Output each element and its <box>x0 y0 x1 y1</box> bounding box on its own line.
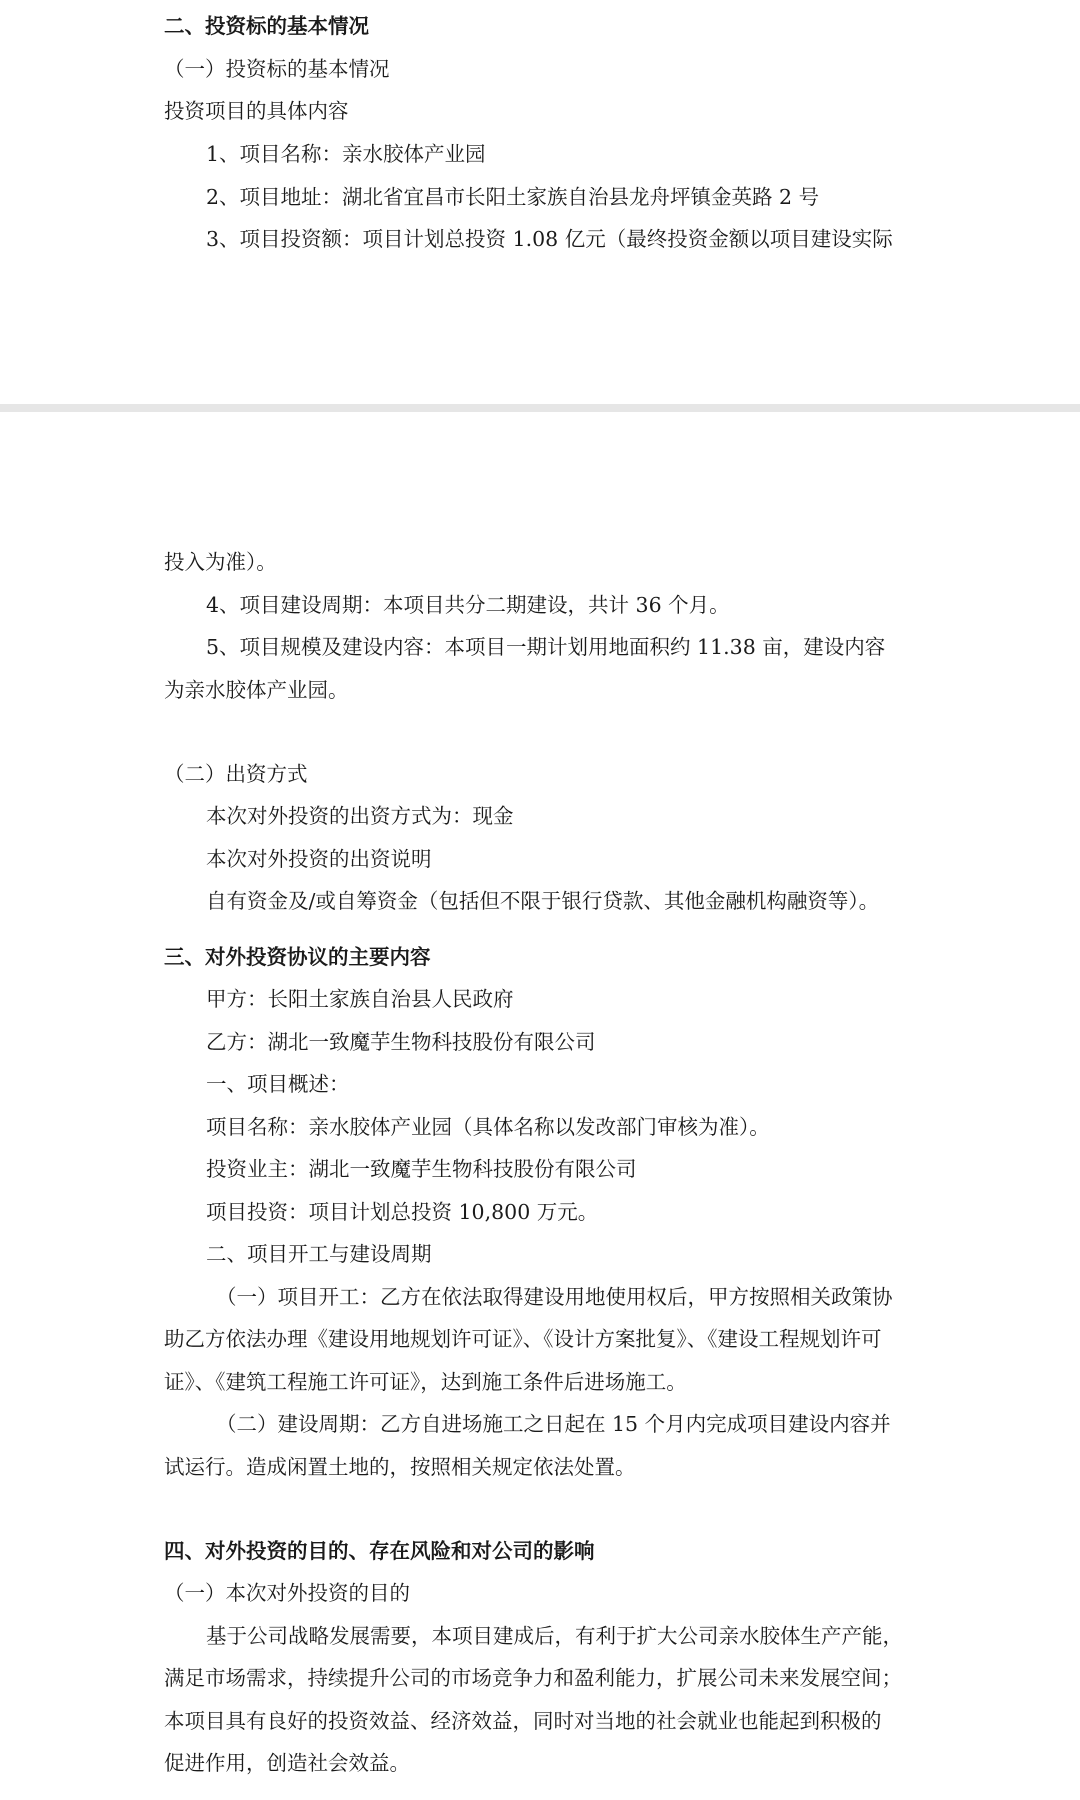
list-item: 1、项目名称：亲水胶体产业园 <box>206 142 486 166</box>
paragraph: 乙方：湖北一致魔芋生物科技股份有限公司 <box>206 1030 596 1054</box>
paragraph: 为亲水胶体产业园。 <box>164 678 349 702</box>
section-heading-2: 二、投资标的基本情况 <box>164 14 369 38</box>
paragraph: 证》、《建筑工程施工许可证》，达到施工条件后进场施工。 <box>164 1370 687 1394</box>
paragraph: 促进作用，创造社会效益。 <box>164 1751 410 1775</box>
paragraph: 投资项目的具体内容 <box>164 99 349 123</box>
list-item: 3、项目投资额：项目计划总投资 1.08 亿元（最终投资金额以项目建设实际 <box>206 227 893 251</box>
paragraph: 助乙方依法办理《建设用地规划许可证》、《设计方案批复》、《建设工程规划许可 <box>164 1327 882 1351</box>
list-item: 2、项目地址：湖北省宜昌市长阳土家族自治县龙舟坪镇金英路 2 号 <box>206 185 820 209</box>
paragraph: 满足市场需求，持续提升公司的市场竞争力和盈利能力，扩展公司未来发展空间； <box>164 1666 902 1690</box>
section-heading-4: 四、对外投资的目的、存在风险和对公司的影响 <box>164 1539 595 1563</box>
page-separator <box>0 404 1080 412</box>
paragraph: （一）项目开工：乙方在依法取得建设用地使用权后，甲方按照相关政策协 <box>216 1285 893 1309</box>
paragraph: （二）建设周期：乙方自进场施工之日起在 15 个月内完成项目建设内容并 <box>216 1412 891 1436</box>
paragraph: 基于公司战略发展需要，本项目建成后，有利于扩大公司亲水胶体生产产能， <box>206 1624 903 1648</box>
paragraph: 二、项目开工与建设周期 <box>206 1242 432 1266</box>
list-item: 4、项目建设周期：本项目共分二期建设，共计 36 个月。 <box>206 593 730 617</box>
paragraph: 本次对外投资的出资说明 <box>206 847 432 871</box>
document-page-top <box>0 0 1080 404</box>
subsection-heading: （一）投资标的基本情况 <box>164 57 390 81</box>
paragraph: 甲方：长阳土家族自治县人民政府 <box>206 987 514 1011</box>
paragraph: 试运行。造成闲置土地的，按照相关规定依法处置。 <box>164 1455 636 1479</box>
paragraph: 投资业主：湖北一致魔芋生物科技股份有限公司 <box>206 1157 637 1181</box>
subsection-heading: （二）出资方式 <box>164 762 308 786</box>
list-item: 5、项目规模及建设内容：本项目一期计划用地面积约 11.38 亩，建设内容 <box>206 635 886 659</box>
paragraph: 本项目具有良好的投资效益、经济效益，同时对当地的社会就业也能起到积极的 <box>164 1709 882 1733</box>
paragraph: 自有资金及/或自筹资金（包括但不限于银行贷款、其他金融机构融资等）。 <box>206 889 880 913</box>
subsection-heading: （一）本次对外投资的目的 <box>164 1581 410 1605</box>
paragraph: 投入为准）。 <box>164 550 277 574</box>
paragraph: 一、项目概述： <box>206 1072 350 1096</box>
paragraph: 本次对外投资的出资方式为：现金 <box>206 804 514 828</box>
section-heading-3: 三、对外投资协议的主要内容 <box>164 945 431 969</box>
paragraph: 项目投资：项目计划总投资 10,800 万元。 <box>206 1200 599 1224</box>
document-page-bottom <box>0 412 1080 1800</box>
paragraph: 项目名称：亲水胶体产业园（具体名称以发改部门审核为准）。 <box>206 1115 770 1139</box>
